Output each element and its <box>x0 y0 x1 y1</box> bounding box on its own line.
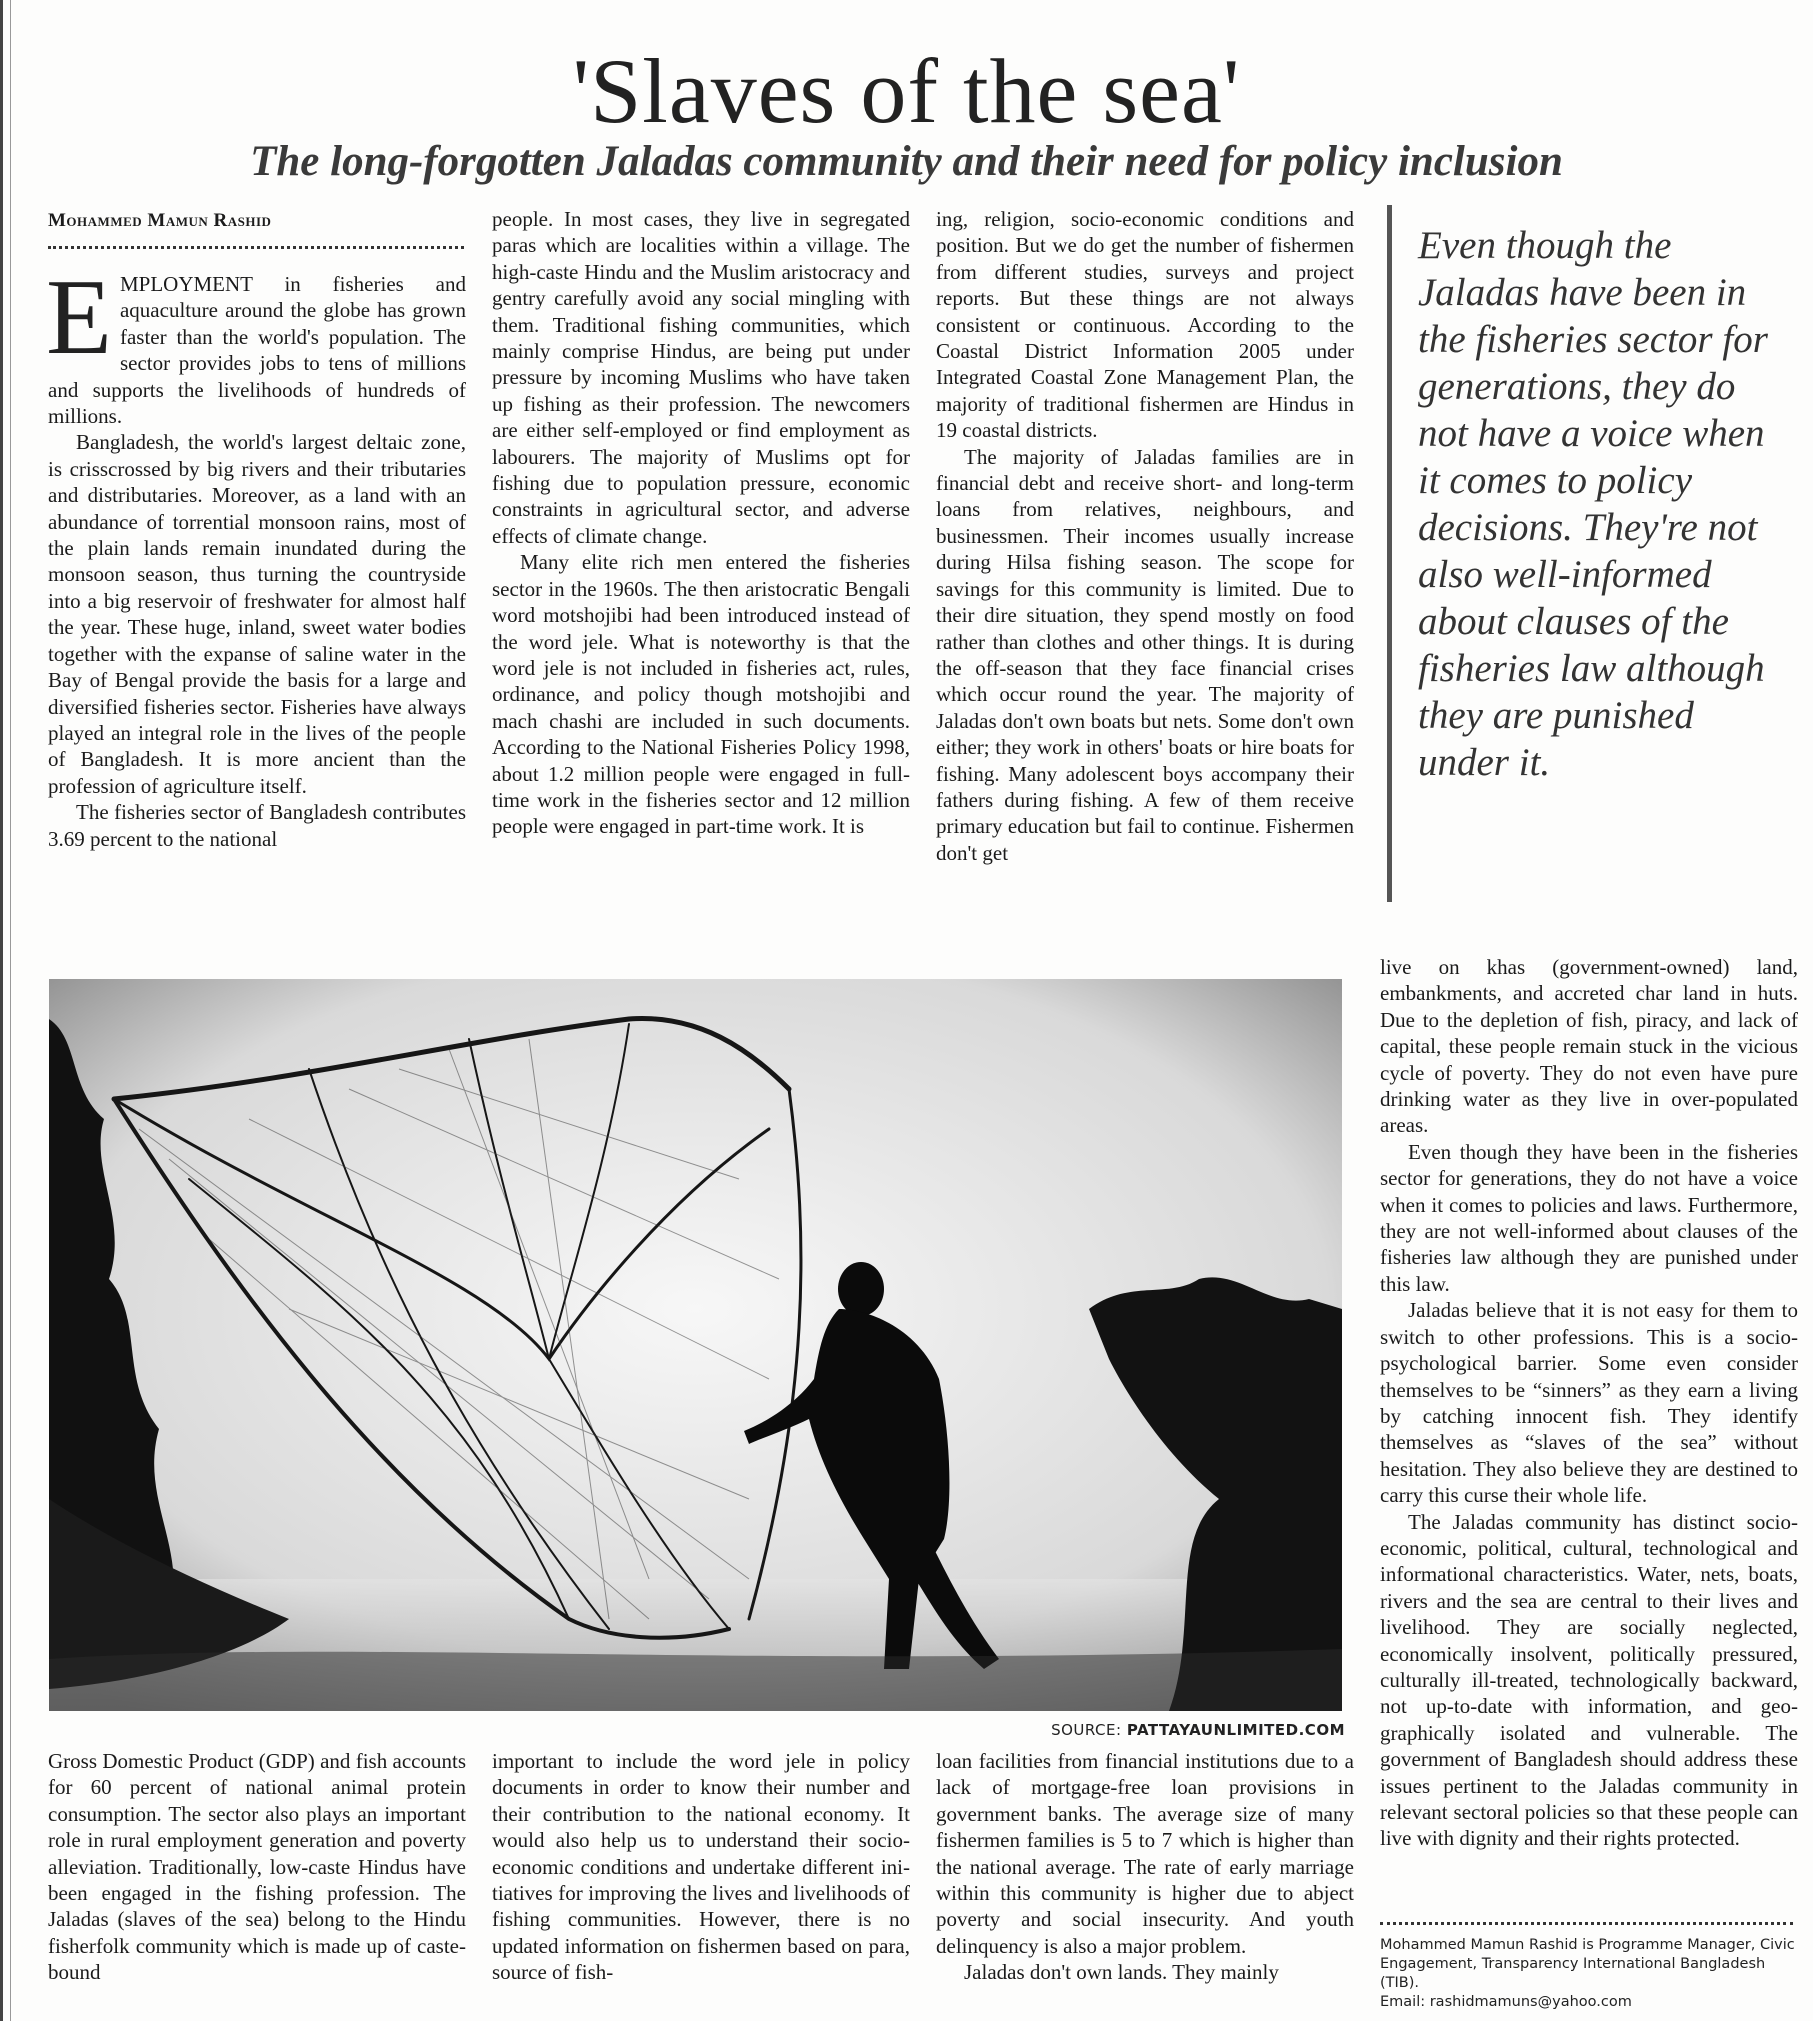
paragraph: The fisheries sector of Bangladesh contributes 3.69 percent to the national <box>48 800 466 851</box>
paragraph: The Jaladas community has distinct socio-economic, political, cultural, technological and informational characteristics. Water, nets, boats, rivers and the sea are central to their lives and livelihood. They are socially neglected, economically insolvent, politically pressured, culturally ill-treated, technologically backward, not up-to-date with information, and geographically isolated and vulnerable. The government of Bangladesh should address these issues pertinent to the Jaladas community in relevant sectoral policies so that these people can live with dignity and their rights protected. <box>1380 1509 1798 1851</box>
article-column-2 <box>492 206 910 840</box>
lead-paragraph <box>46 258 466 429</box>
paragraph: The majority of Jaladas families are in financial debt and receive short- and long-term loans from relatives, neighbours, and businessmen. Their incomes usually increase during Hilsa fishing season. The scope for savings for this community is limited. Due to their dire situation, they spend mostly on food rather than clothes and other things. It is during the off-season that they face financial crises which occur round the year. The majority of Jaladas don't own boats but nets. Some don't own either; they work in others' boats or hire boats for fishing. Many adolescent boys accompany their fathers during fishing. A few of them receive primary education but fail to continue. Fishermen don't get <box>936 444 1354 865</box>
fisherman-casting-net-photo <box>49 979 1342 1711</box>
article-column-2-bottom <box>492 1748 910 1986</box>
paragraph: Bangladesh, the world's largest deltaic zone, is crisscrossed by big rivers and their tributaries and distributaries. Moreover, as a land with an abundance of torrential monsoon rains, most of the plain lands remain inundated during the monsoon season, thus turning the countryside into a big reservoir of freshwater for almost half the year. These huge, inland, sweet water bodies together with the expanse of saline water in the Bay of Bengal provide the basis for a large and diversified fisheries sector. Fisheries have always played an integral role in the lives of the people of Bangladesh. It is more ancient than the profession of agriculture itself. <box>48 430 466 798</box>
page-edge-rule-thin <box>10 0 11 2021</box>
article-column-3-bottom <box>936 1748 1354 1986</box>
photo-credit-source: PATTAYAUNLIMITED.COM <box>1126 1721 1345 1739</box>
headline: 'Slaves of the sea' <box>572 40 1241 142</box>
author-bio-text: Mohammed Mamun Rashid is Programme Manager, Civic Engagement, Transparency International Bangladesh (TIB). <box>1380 1937 1795 1991</box>
subheadline: The long-forgotten Jaladas community and their need for policy inclusion <box>250 138 1563 185</box>
author-bio <box>1380 1936 1800 2012</box>
pull-quote-rule <box>1387 205 1392 902</box>
paragraph: ing, religion, socio-economic conditions and position. But we do get the number of fishermen from different studies, surveys and project reports. But these things are not always consistent or continuous. According to the Coastal District Information 2005 under Integrated Coastal Zone Management Plan, the majority of traditional fishermen are Hindus in 19 coastal districts. <box>936 207 1354 443</box>
paragraph: Even though they have been in the fisheries sector for generations, they do not have a voice when it comes to policies and laws. Furthermore, they are not well-informed about clauses of the fisheries law although they are punished under this law. <box>1380 1139 1798 1296</box>
paragraph: important to include the word jele in policy documents in order to know their number and their contribution to the national economy. It would also help us to understand their socio-economic conditions and undertake different initiatives for improving the lives and livelihoods of fishing communities. However, there is no updated information on fishermen based on para, source of fish- <box>492 1749 910 1985</box>
paragraph: people. In most cases, they live in segregated paras which are localities within a village. The high-caste Hindu and the Muslim aristocracy and gentry carefully avoid any social mingling with them. Traditional fishing communities, which mainly comprise Hindus, are being put under pressure by incoming Muslims who have taken up fishing as their profession. The newcomers are either self-employed or find employment as labourers. The majority of Muslims opt for fishing due to population pressure, economic constraints in agricultural sector, and adverse effects of climate change. <box>492 207 910 548</box>
paragraph: live on khas (government-owned) land, embankments, and accreted char land in huts. Due to the depletion of fish, piracy, and lack of capital, these people remain stuck in the vicious cycle of poverty. They do not even have pure drinking water as they live in over-populated areas. <box>1380 955 1798 1138</box>
paragraph: Many elite rich men entered the fisheries sector in the 1960s. The then aristocratic Bengali word motshojibi had been introduced instead of the word jele. What is noteworthy is that the word jele is not included in fisheries act, rules, ordinance, and policy though motshojibi and mach chashi are included in such documents. According to the National Fisheries Policy 1998, about 1.2 million people were engaged in full-time work in the fisheries sector and 12 million people were engaged in part-time work. It is <box>492 550 910 839</box>
author-email: Email: rashidmamuns@yahoo.com <box>1380 1994 1632 2010</box>
photo-credit-prefix: SOURCE: <box>1051 1721 1122 1739</box>
page-edge-rule <box>0 0 3 2021</box>
paragraph: loan facilities from financial institutions due to a lack of mortgage-free loan provisions in government banks. The average size of many fishermen families is 5 to 7 which is higher than the national average. The rate of early marriage within this community is higher due to abject poverty and social insecurity. And youth delinquency is also a major problem. <box>936 1749 1354 1958</box>
article-column-1 <box>46 258 466 852</box>
drop-cap: E <box>46 258 112 377</box>
lead-text: MPLOYMENT in fisheries and aquaculture around the globe has grown faster than the world's population. The sector provides jobs to tens of millions and supports the livelihoods of hundreds of millions. <box>48 272 466 429</box>
article-column-4 <box>1380 954 1798 1852</box>
bio-divider <box>1380 1922 1793 1925</box>
article-column-3 <box>936 206 1354 866</box>
paragraph: Gross Domestic Product (GDP) and fish accounts for 60 percent of national animal protein consumption. The sector also plays an important role in rural employment generation and poverty alleviation. Traditionally, low-caste Hindus have been engaged in the fishing profession. The Jaladas (slaves of the sea) belong to the Hindu fisherfolk community which is made up of caste-bound <box>48 1749 466 1985</box>
paragraph: Jaladas believe that it is not easy for them to switch to other professions. This is a socio-psychological barrier. Some even consider themselves to be “sinners” as they earn a living by catching innocent fish. They identify themselves as “slaves of the sea” without hesitation. They also believe they are destined to carry this curse their whole life. <box>1380 1298 1798 1508</box>
article-column-1-bottom <box>48 1748 466 1986</box>
pull-quote: Even though the Jaladas have been in the fisheries sector for generations, they do not have a voice when it comes to policy decisions. They're not also well-informed about clauses of the fisheries law although they are punished under it. <box>1418 224 1768 784</box>
byline-divider <box>48 246 464 249</box>
photo-credit <box>1000 1721 1345 1739</box>
paragraph: Jaladas don't own lands. They mainly <box>964 1960 1279 1985</box>
byline: Mohammed Mamun Rashid <box>48 210 272 231</box>
